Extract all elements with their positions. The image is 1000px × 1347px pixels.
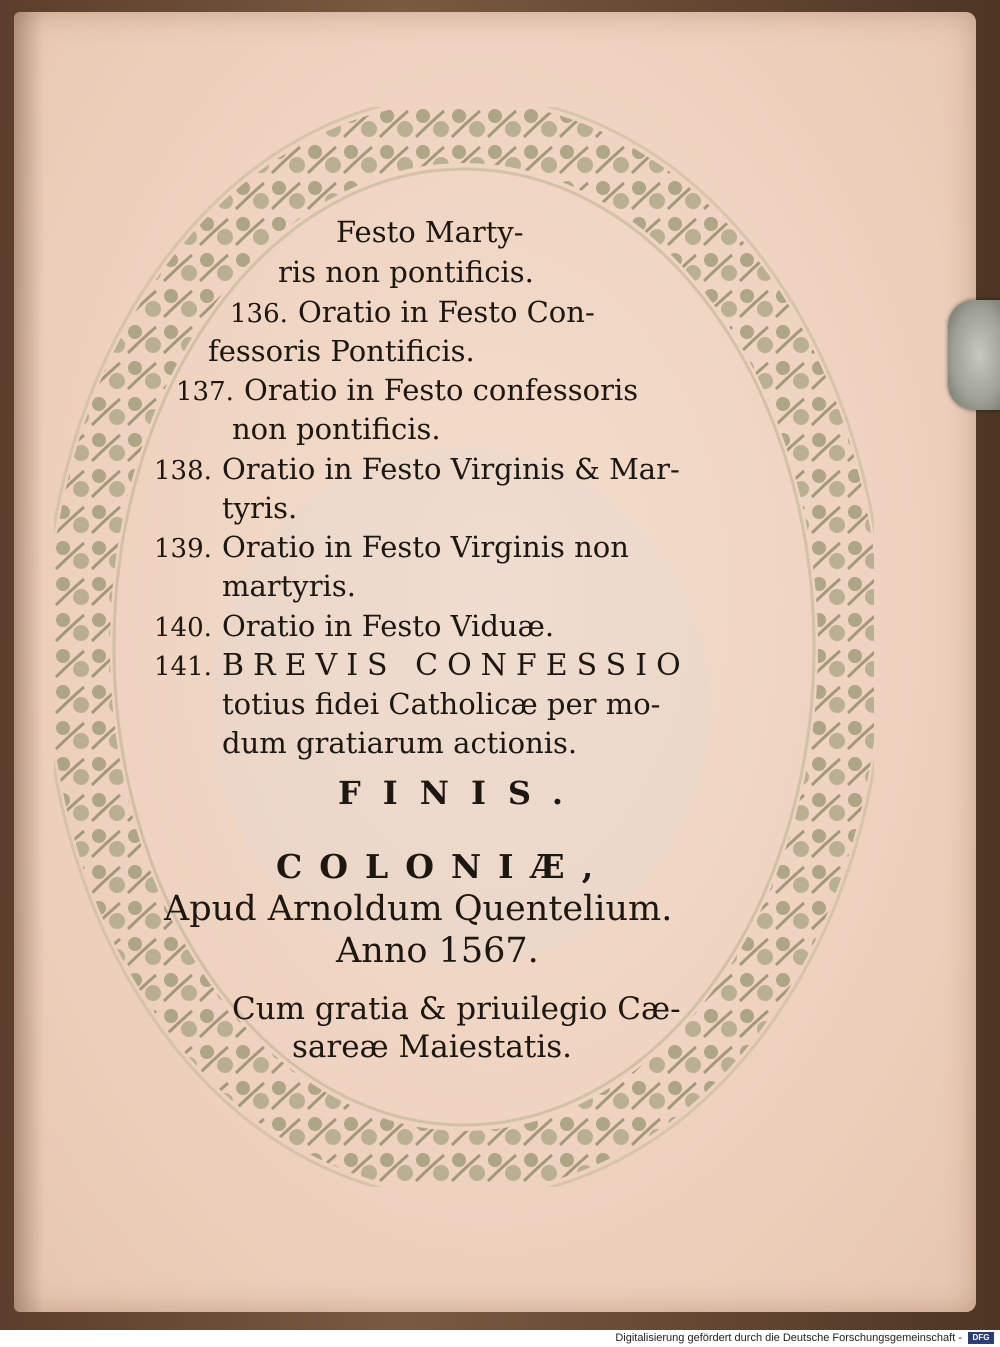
- text-line: non pontificis.: [232, 412, 441, 446]
- privilege-line: Cum gratia & priuilegio Cæ-: [232, 991, 681, 1027]
- metal-clasp: [948, 300, 1000, 410]
- funding-credit: Digitalisierung gefördert durch die Deutsche Forschungsgemeinschaft -: [615, 1332, 962, 1344]
- text-line: 138. Oratio in Festo Virginis & Mar-: [154, 452, 680, 486]
- prayer-number: 137.: [176, 377, 234, 407]
- text-line: 137. Oratio in Festo confessoris: [176, 373, 639, 407]
- finis-heading: FINIS.: [338, 774, 586, 812]
- footer-bar: [0, 1330, 1000, 1347]
- text-line: totius fidei Catholicæ per mo-: [222, 687, 661, 721]
- text-line: 136. Oratio in Festo Con-: [230, 295, 595, 329]
- imprint-printer: Apud Arnoldum Quentelium.: [164, 889, 673, 929]
- prayer-number: 141.: [154, 652, 212, 682]
- privilege-line: sareæ Maiestatis.: [292, 1029, 573, 1065]
- text-line: fessoris Pontificis.: [208, 334, 475, 368]
- prayer-number: 140.: [154, 613, 212, 643]
- page-text: [14, 12, 976, 1312]
- text-line: 139. Oratio in Festo Virginis non: [154, 530, 629, 564]
- text-line: Festo Marty-: [336, 215, 524, 249]
- prayer-number: 138.: [154, 456, 212, 486]
- dfg-logo: DFG: [968, 1332, 994, 1344]
- text-line: dum gratiarum actionis.: [222, 726, 578, 760]
- text-line: tyris.: [222, 491, 298, 525]
- imprint-city: COLONIÆ,: [276, 847, 611, 886]
- text-line: 141. BREVIS CONFESSIO: [154, 648, 690, 683]
- text-line: ris non pontificis.: [278, 255, 534, 289]
- text-line: martyris.: [222, 569, 356, 603]
- book-page: [14, 12, 976, 1312]
- imprint-year: Anno 1567.: [336, 931, 539, 971]
- prayer-number: 139.: [154, 534, 212, 564]
- text-line: 140. Oratio in Festo Viduæ.: [154, 609, 555, 643]
- prayer-number: 136.: [230, 299, 288, 329]
